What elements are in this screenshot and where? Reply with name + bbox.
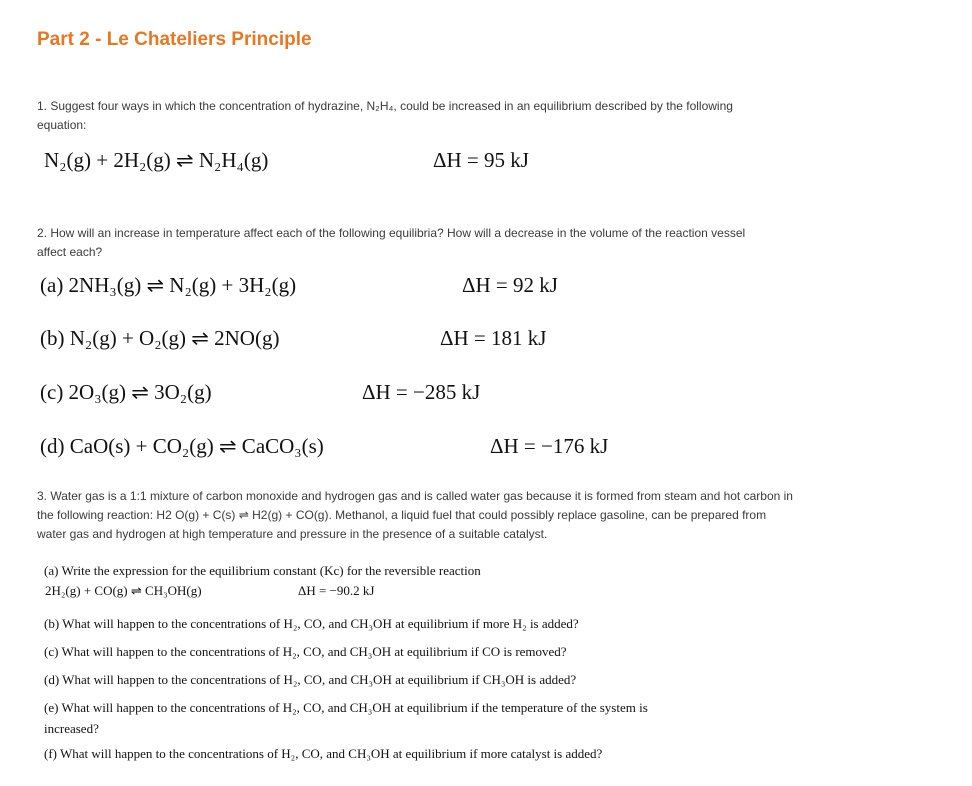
q2-equation-b: (b) N₂(g) + O₂(g) ⇌ 2NO(g) — [40, 326, 280, 350]
q2-enthalpy-c: ΔH = −285 kJ — [362, 380, 481, 404]
page-title: Part 2 - Le Chateliers Principle — [37, 29, 312, 50]
q2-equation-a: (a) 2NH₃(g) ⇌ N₂(g) + 3H₂(g) — [40, 273, 297, 297]
q1-equation: N₂(g) + 2H₂(g) ⇌ N₂H₄(g) — [44, 148, 269, 172]
q2-enthalpy-a: ΔH = 92 kJ — [462, 273, 558, 297]
q2-enthalpy-b: ΔH = 181 kJ — [440, 326, 547, 350]
q3-part-d: (d) What will happen to the concentrations of H₂, CO, and CH₃OH at equilibrium if CH₃OH is added? — [44, 672, 577, 687]
q3-part-b: (b) What will happen to the concentrations of H₂, CO, and CH₃OH at equilibrium if more H₂ is added? — [44, 616, 579, 631]
question-2-text: 2. How will an increase in temperature affect each of the following equilibria? How will a decrease in the volume of the reaction vessel affect each? — [37, 226, 746, 259]
q1-enthalpy: ΔH = 95 kJ — [433, 148, 529, 172]
q3-reaction-enthalpy: ΔH = −90.2 kJ — [298, 583, 375, 598]
question-1-text: 1. Suggest four ways in which the concentration of hydrazine, N₂H₄, could be increased in an equilibrium described by the following equation: — [37, 99, 733, 132]
q2-equation-c: (c) 2O₃(g) ⇌ 3O₂(g) — [40, 380, 212, 404]
q2-equation-d: (d) CaO(s) + CO₂(g) ⇌ CaCO₃(s) — [40, 434, 324, 458]
q2-enthalpy-d: ΔH = −176 kJ — [490, 434, 609, 458]
q3-part-e-line1: (e) What will happen to the concentrations of H₂, CO, and CH₃OH at equilibrium if the temperature of the system is — [44, 700, 648, 715]
q3-part-c: (c) What will happen to the concentrations of H₂, CO, and CH₃OH at equilibrium if CO is removed? — [44, 644, 567, 659]
q3-part-f: (f) What will happen to the concentrations of H₂, CO, and CH₃OH at equilibrium if more catalyst is added? — [44, 746, 603, 761]
question-3-text: 3. Water gas is a 1:1 mixture of carbon monoxide and hydrogen gas and is called water gas because it is formed from steam and hot carbon in the following reaction: H2 O(g) + C(s) ⇌ H2(g) + CO(g). Methanol, a liquid fuel that could possibly replace gasoline, can be prepared from water gas and hydrogen at high temperature and pressure in the presence of a suitable catalyst. — [37, 489, 793, 541]
q3-reaction: 2H₂(g) + CO(g) ⇌ CH₃OH(g) — [45, 583, 202, 598]
q3-part-a: (a) Write the expression for the equilibrium constant (Kc) for the reversible reaction — [44, 563, 481, 578]
q3-part-e-line2: increased? — [44, 721, 99, 736]
